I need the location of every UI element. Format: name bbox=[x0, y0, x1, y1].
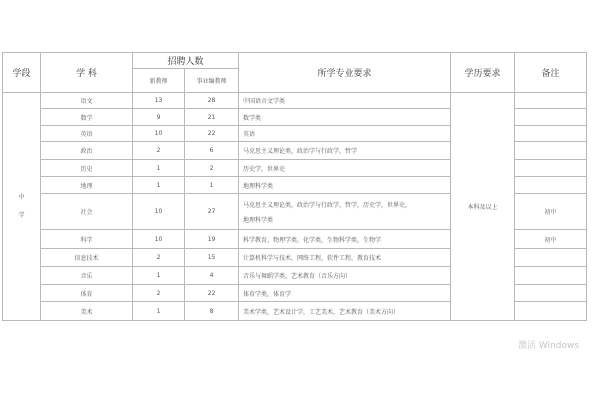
vacancy-count-cell: 8 bbox=[185, 302, 239, 321]
remarks-cell: 初中 bbox=[515, 230, 587, 249]
vacancy-count-cell: 22 bbox=[185, 285, 239, 302]
subject-cell: 语文 bbox=[41, 93, 133, 109]
table-row bbox=[3, 93, 587, 109]
remarks-cell bbox=[515, 160, 587, 177]
subject-cell: 体育 bbox=[41, 285, 133, 302]
header-row-top bbox=[3, 53, 587, 69]
subject-cell: 数学 bbox=[41, 109, 133, 126]
new-teacher-count-cell: 2 bbox=[133, 142, 185, 160]
remarks-cell bbox=[515, 267, 587, 285]
major-requirement-line: 计算机科学与技术，网络工程，软件工程，教育技术 bbox=[243, 255, 382, 262]
remarks-cell bbox=[515, 109, 587, 126]
remarks-cell bbox=[515, 177, 587, 194]
subject-cell: 科学 bbox=[41, 230, 133, 249]
major-requirement-line: 英语 bbox=[243, 131, 256, 138]
stage-cell bbox=[3, 93, 41, 321]
remarks-cell: 初中 bbox=[515, 194, 587, 230]
new-teacher-count-cell: 9 bbox=[133, 109, 185, 126]
vacancy-count-cell: 28 bbox=[185, 93, 239, 109]
major-requirement-cell bbox=[239, 160, 451, 177]
major-requirement-line: 科学教育，物理学类，化学类，生物科学类，生物学 bbox=[243, 236, 382, 244]
major-requirement-cell bbox=[239, 230, 451, 249]
new-teacher-count-cell: 1 bbox=[133, 160, 185, 177]
vacancy-count-cell: 27 bbox=[185, 194, 239, 230]
vacancy-count-cell: 4 bbox=[185, 267, 239, 285]
subject-cell: 音乐 bbox=[41, 267, 133, 285]
major-requirement-line: 地理科学类 bbox=[243, 182, 274, 190]
new-teacher-count-cell: 10 bbox=[133, 230, 185, 249]
header-subject: 学 科 bbox=[41, 53, 133, 93]
subject-cell: 信息技术 bbox=[41, 249, 133, 267]
subject-cell: 英语 bbox=[41, 126, 133, 142]
remarks-cell bbox=[515, 285, 587, 302]
major-requirement-cell bbox=[239, 285, 451, 302]
major-requirement-line: 体育学类，体育学 bbox=[243, 290, 292, 298]
remarks-cell bbox=[515, 126, 587, 142]
stage-char: 学 bbox=[18, 211, 25, 219]
new-teacher-count-cell: 10 bbox=[133, 126, 185, 142]
subject-cell: 历史 bbox=[41, 160, 133, 177]
major-requirement-cell bbox=[239, 142, 451, 160]
major-requirement-cell bbox=[239, 194, 451, 230]
major-requirement-line: 地理科学类 bbox=[243, 216, 274, 224]
remarks-cell bbox=[515, 93, 587, 109]
major-requirement-line: 美术学类，艺术设计学，工艺美术，艺术教育（美术方向） bbox=[243, 308, 400, 316]
vacancy-count-cell: 22 bbox=[185, 126, 239, 142]
vacancy-count-cell: 1 bbox=[185, 177, 239, 194]
header-stage: 学段 bbox=[3, 53, 41, 93]
new-teacher-count-cell: 1 bbox=[133, 177, 185, 194]
major-requirement-cell bbox=[239, 302, 451, 321]
major-requirement-cell bbox=[239, 126, 451, 142]
recruitment-table bbox=[2, 52, 587, 321]
subject-cell: 地理 bbox=[41, 177, 133, 194]
major-requirement-line: 中国语言文学类 bbox=[243, 98, 286, 105]
windows-activation-watermark: 激活 Windows bbox=[518, 341, 580, 351]
stage-char: 中 bbox=[18, 193, 25, 201]
major-requirement-line: 数学类 bbox=[243, 114, 262, 122]
new-teacher-count-cell: 1 bbox=[133, 302, 185, 321]
remarks-cell bbox=[515, 302, 587, 321]
new-teacher-count-cell: 10 bbox=[133, 194, 185, 230]
header-major-requirement: 所学专业要求 bbox=[239, 53, 451, 93]
vacancy-count-cell: 19 bbox=[185, 230, 239, 249]
major-requirement-line: 音乐与舞蹈学类，艺术教育（音乐方向） bbox=[243, 273, 352, 280]
subject-cell: 社会 bbox=[41, 194, 133, 230]
remarks-cell bbox=[515, 249, 587, 267]
major-requirement-cell bbox=[239, 109, 451, 126]
new-teacher-count-cell: 1 bbox=[133, 267, 185, 285]
subject-cell: 政治 bbox=[41, 142, 133, 160]
vacancy-count-cell: 6 bbox=[185, 142, 239, 160]
major-requirement-cell bbox=[239, 249, 451, 267]
remarks-cell bbox=[515, 142, 587, 160]
header-remarks: 备注 bbox=[515, 53, 587, 93]
vacancy-count-cell: 21 bbox=[185, 109, 239, 126]
major-requirement-line: 马克思主义理论类，政治学与行政学，哲学 bbox=[243, 148, 358, 155]
new-teacher-count-cell: 2 bbox=[133, 285, 185, 302]
header-education-requirement: 学历要求 bbox=[451, 53, 515, 93]
new-teacher-count-cell: 13 bbox=[133, 93, 185, 109]
new-teacher-count-cell: 2 bbox=[133, 249, 185, 267]
major-requirement-cell bbox=[239, 267, 451, 285]
header-vacancy: 事业编教师 bbox=[185, 69, 239, 93]
education-requirement-cell: 本科及以上 bbox=[451, 93, 515, 321]
header-new-teacher: 新教师 bbox=[133, 69, 185, 93]
header-recruit-count: 招聘人数 bbox=[133, 53, 239, 69]
vacancy-count-cell: 2 bbox=[185, 160, 239, 177]
subject-cell: 美术 bbox=[41, 302, 133, 321]
vacancy-count-cell: 15 bbox=[185, 249, 239, 267]
major-requirement-line: 马克思主义理论类，政治学与行政学，哲学，历史学，世界史， bbox=[243, 201, 412, 209]
major-requirement-cell bbox=[239, 177, 451, 194]
major-requirement-line: 历史学，世界史 bbox=[243, 165, 286, 173]
major-requirement-cell bbox=[239, 93, 451, 109]
